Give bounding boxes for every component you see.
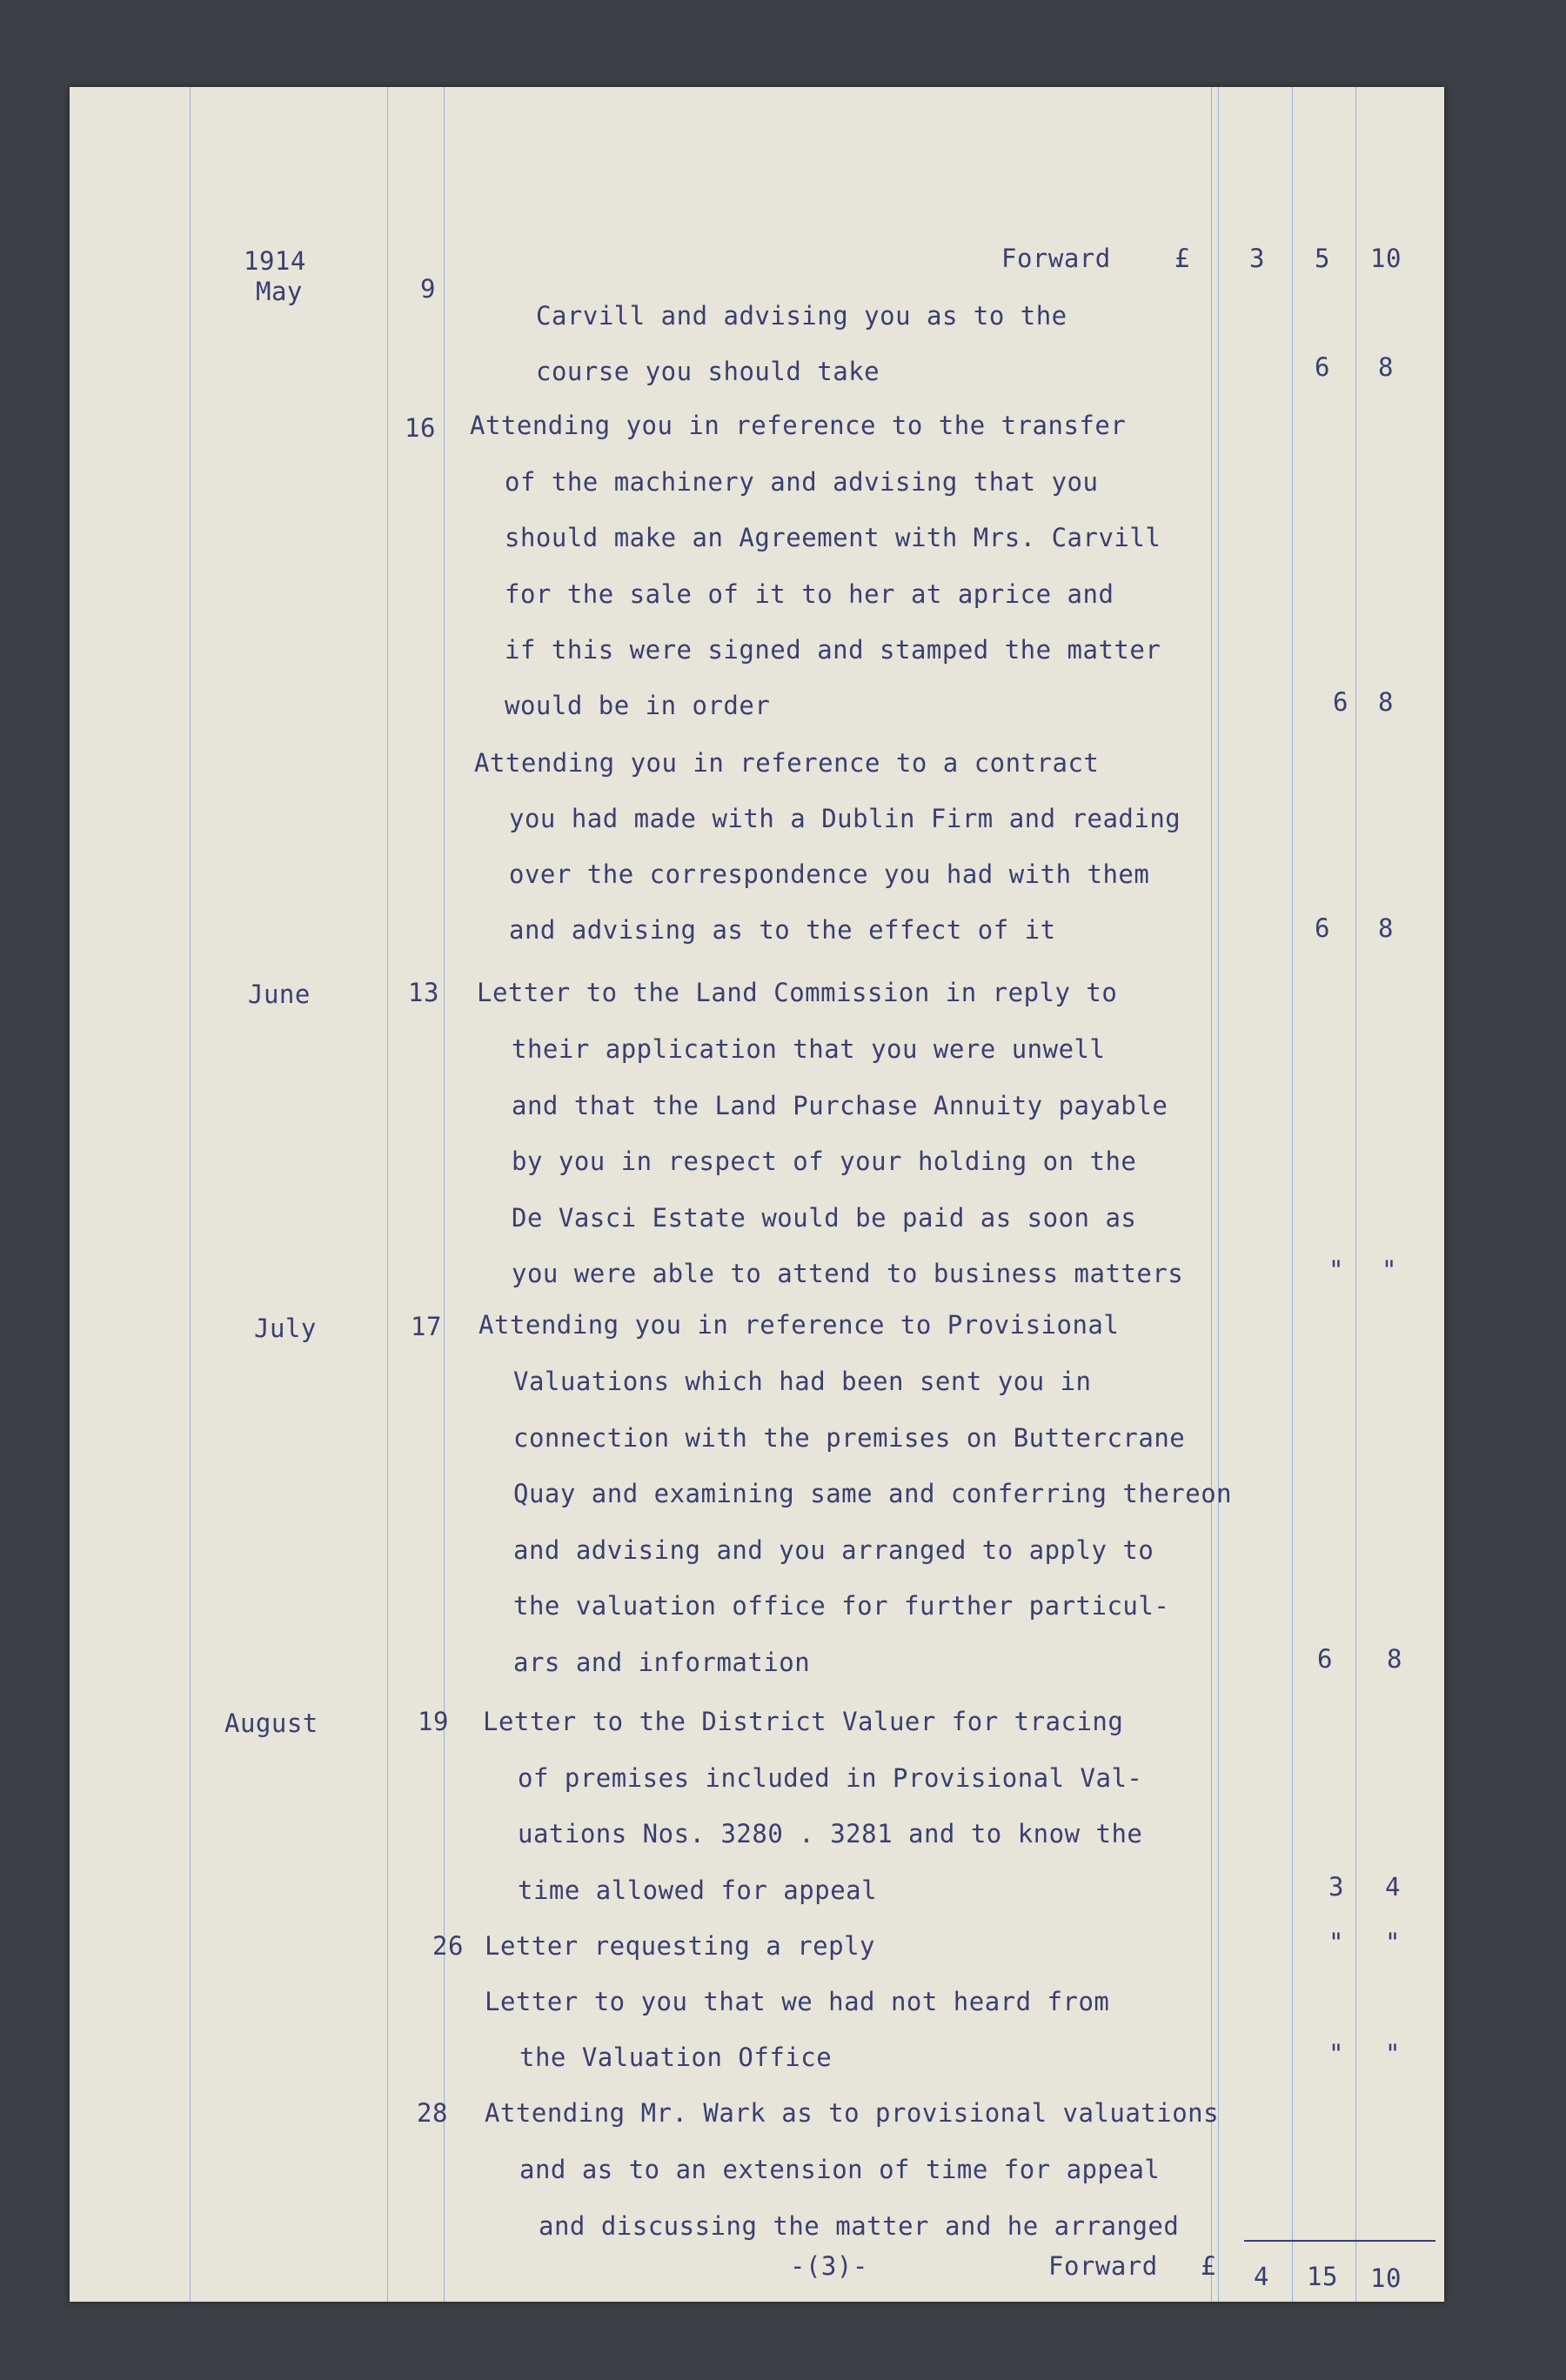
entry-line: of the machinery and advising that you [505,467,1099,497]
entry-day: 26 [432,1931,464,1961]
forward-pounds: 3 [1249,244,1265,273]
entry-line: Valuations which had been sent you in [513,1367,1092,1396]
month-july: July [254,1314,317,1343]
entry-line: Letter to the District Valuer for tracing [483,1707,1124,1736]
total-pence: 10 [1370,2263,1402,2293]
entry-line: by you in respect of your holding on the [512,1147,1137,1176]
margin-rule [190,87,191,2302]
entry-line: ars and information [513,1648,811,1677]
footer-currency-symbol: £ [1201,2251,1216,2281]
entry-line: of premises included in Provisional Val- [518,1763,1143,1793]
footer-forward-label: Forward [1048,2251,1158,2281]
entry-pence: 8 [1378,352,1394,382]
entry-line: De Vasci Estate would be paid as soon as [512,1203,1137,1233]
currency-symbol: £ [1174,244,1190,273]
entry-pence: " [1385,2039,1401,2069]
total-rule [1244,2240,1436,2242]
entry-line: Attending Mr. Wark as to provisional valuations [485,2098,1220,2128]
entry-day: 19 [418,1707,449,1736]
entry-line: and discussing the matter and he arranged [539,2211,1180,2241]
entry-line: and as to an extension of time for appeal [519,2155,1161,2184]
entry-line: connection with the premises on Buttercrane [513,1423,1186,1453]
entry-line: Quay and examining same and conferring thereon [513,1479,1233,1508]
entry-line: Carvill and advising you as to the [536,301,1067,331]
entry-line: time allowed for appeal [518,1875,878,1905]
entry-line: you had made with a Dublin Firm and reading [509,804,1181,833]
entry-day: 17 [411,1312,442,1341]
entry-line: Letter to the Land Commission in reply to [477,978,1118,1007]
entry-line: course you should take [536,357,880,386]
entry-pence: 8 [1378,687,1394,717]
date-rule [387,87,388,2302]
entry-line: over the correspondence you had with them [509,859,1150,889]
entry-day: 16 [405,413,436,443]
month-august: August [224,1708,318,1738]
entry-line: Attending you in reference to Provisional [478,1310,1120,1340]
shillings-rule [1355,87,1356,2302]
entry-pence: 8 [1387,1644,1402,1674]
entry-shillings: 6 [1317,1644,1333,1674]
entry-pence: " [1385,1928,1401,1957]
entry-pence: 4 [1385,1872,1401,1902]
entry-pence: " [1382,1255,1397,1285]
entry-line: the Valuation Office [519,2042,833,2072]
entry-day: 28 [417,2098,448,2128]
entry-shillings: " [1328,1255,1344,1285]
pounds-rule [1292,87,1293,2302]
year: 1914 [244,246,306,276]
entry-line: and advising as to the effect of it [509,915,1056,945]
entry-line: Letter to you that we had not heard from [485,1987,1110,2016]
entry-line: would be in order [505,691,771,720]
entry-line: Attending you in reference to a contract [474,748,1100,778]
entry-line: the valuation office for further particul- [513,1591,1170,1621]
entry-shillings: " [1328,1928,1344,1957]
total-pounds: 4 [1254,2262,1269,2291]
entry-shillings: 6 [1315,352,1330,382]
ledger-sheet [70,87,1444,2302]
entry-line: their application that you were unwell [512,1034,1106,1064]
entry-day: 13 [408,978,439,1007]
entry-line: and advising and you arranged to apply to [513,1535,1154,1565]
forward-shillings: 5 [1315,244,1330,273]
month-may: May [256,277,303,306]
entry-line: and that the Land Purchase Annuity payable [512,1091,1168,1120]
entry-pence: 8 [1378,913,1394,943]
entry-shillings: " [1328,2039,1344,2069]
entry-line: for the sale of it to her at aprice and [505,579,1114,609]
month-june: June [248,979,311,1009]
page-number: -(3)- [790,2251,868,2281]
entry-shillings: 6 [1333,687,1348,717]
entry-line: Letter requesting a reply [485,1931,875,1961]
money-rule-1 [1211,87,1212,2302]
entry-line: Attending you in reference to the transfer [470,411,1127,440]
entry-line: uations Nos. 3280 . 3281 and to know the [518,1819,1143,1849]
forward-label: Forward [1001,244,1111,273]
total-shillings: 15 [1307,2262,1338,2291]
forward-pence: 10 [1370,244,1402,273]
entry-shillings: 3 [1328,1872,1344,1902]
entry-shillings: 6 [1315,913,1330,943]
entry-line: if this were signed and stamped the matter [505,635,1161,665]
entry-line: should make an Agreement with Mrs. Carvill [505,523,1161,552]
money-rule-2 [1218,87,1219,2302]
entry-line: you were able to attend to business matters [512,1259,1184,1288]
entry-day: 9 [420,274,436,304]
